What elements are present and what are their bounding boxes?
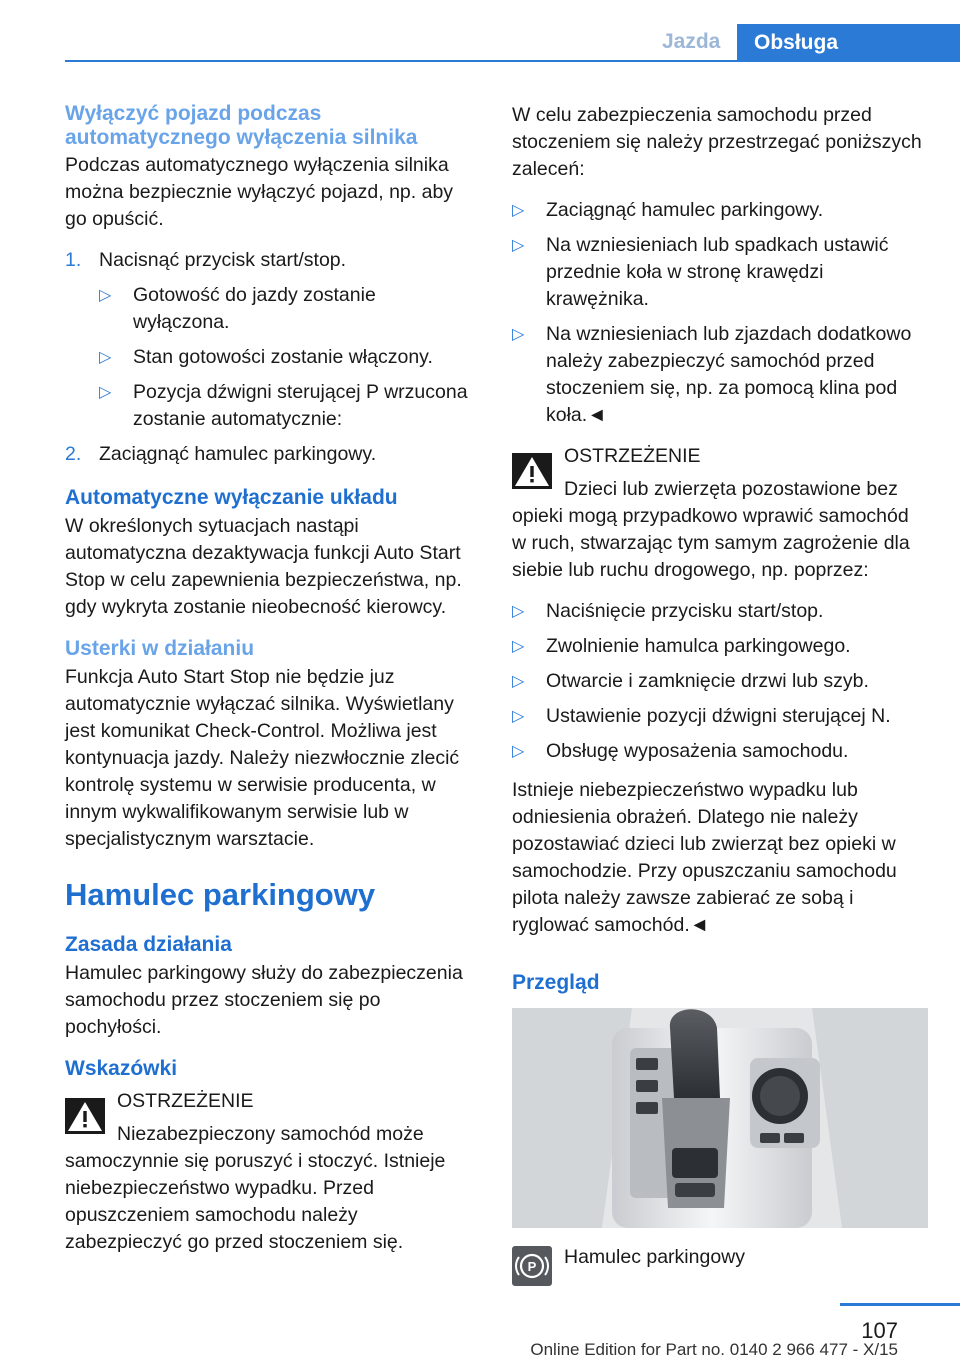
warning-label: OSTRZEŻENIE bbox=[564, 445, 701, 467]
list-item bbox=[99, 282, 475, 336]
step-number: 2. bbox=[65, 443, 82, 465]
header-rule bbox=[65, 60, 960, 62]
page-number: 107 bbox=[861, 1318, 898, 1343]
section-title-malfunction: Usterki w działaniu bbox=[65, 637, 255, 660]
warning-block bbox=[65, 1088, 475, 1115]
bullet-text: Gotowość do jazdy zostanie wyłączona. bbox=[133, 284, 376, 333]
step-text: Zaciągnąć hamulec parkingowy. bbox=[99, 443, 377, 465]
list-item bbox=[65, 441, 475, 468]
list-item bbox=[512, 321, 928, 429]
list-item bbox=[512, 703, 928, 730]
bullet-text: Naciśnięcie przycisku start/stop. bbox=[546, 600, 824, 622]
bullet-text: Pozycja dźwigni sterującej P wrzucona zostanie automatycznie: bbox=[133, 381, 468, 430]
bullet-text: Zwolnienie hamulca parkingowego. bbox=[546, 635, 851, 657]
svg-text:P: P bbox=[527, 1259, 537, 1274]
edition-text: Online Edition for Part no. 0140 2 966 477 - X/15 bbox=[530, 1340, 898, 1359]
bullet-text: Ustawienie pozycji dźwigni sterującej N. bbox=[546, 705, 891, 727]
bullet-text: Na wzniesieniach lub zjazdach dodatkowo należy zabezpieczyć samochód przed stoczeniem się, np. za pomocą klina pod koła.◄ bbox=[546, 323, 912, 426]
bullet-text: Na wzniesieniach lub spadkach ustawić przednie koła w stronę krawędzi krawężnika. bbox=[546, 234, 889, 310]
paragraph: W celu zabezpieczenia samochodu przed stoczeniem się należy przestrzegać poniższych zaleceń: bbox=[512, 104, 922, 180]
warning-text: Dzieci lub zwierzęta pozostawione bez opieki mogą przypadkowo wprawić samochód w ruch, stwarzając tym samym zagrożenie dla siebie lub ruchu drogowego, np. poprzez: bbox=[512, 478, 910, 581]
paragraph: Funkcja Auto Start Stop nie będzie juz automatycznie wyłączać silnika. Wyświetlany jest komunikat Check-Control. Możliwa jest kontynuacja jazdy. Należy niezwłocznie zlecić kontrolę systemu w serwisie producenta, w innym wykwalifikowanym serwisie lub w specjalistycznym warsztacie. bbox=[65, 666, 460, 850]
list-item bbox=[512, 197, 928, 224]
section-title-shutdown: Wyłączyć pojazd podczas automatycznego wyłączenia silnika bbox=[65, 102, 418, 149]
list-item bbox=[512, 738, 928, 765]
triangle-right-icon: ▷ bbox=[512, 202, 525, 219]
triangle-right-icon: ▷ bbox=[512, 708, 525, 725]
list-item bbox=[512, 598, 928, 625]
bullet-text: Otwarcie i zamknięcie drzwi lub szyb. bbox=[546, 670, 869, 692]
bullet-text: Stan gotowości zostanie włączony. bbox=[133, 346, 433, 368]
step-text: Nacisnąć przycisk start/stop. bbox=[99, 249, 347, 271]
warning-label: OSTRZEŻENIE bbox=[117, 1090, 254, 1112]
triangle-right-icon: ▷ bbox=[99, 349, 112, 366]
right-column bbox=[512, 102, 928, 1274]
list-item bbox=[512, 232, 928, 313]
triangle-right-icon: ▷ bbox=[99, 287, 112, 304]
parking-brake-icon bbox=[512, 1246, 552, 1286]
section-title-overview: Przegląd bbox=[512, 971, 600, 994]
paragraph: W określonych sytuacjach nastąpi automatyczna dezaktywacja funkcji Auto Start Stop w celu zapewnienia bezpieczeństwa, np. gdy wykryta zostanie nieobecność kierowcy. bbox=[65, 515, 462, 618]
warning-triangle-icon bbox=[65, 1098, 105, 1134]
step-number: 1. bbox=[65, 249, 82, 271]
bullet-text: Obsługę wyposażenia samochodu. bbox=[546, 740, 849, 762]
triangle-right-icon: ▷ bbox=[512, 603, 525, 620]
tab-drive[interactable]: Jazda bbox=[662, 30, 721, 53]
warning-triangle-icon bbox=[512, 453, 552, 489]
left-column bbox=[65, 102, 475, 1270]
list-item bbox=[65, 247, 475, 274]
list-item bbox=[99, 379, 475, 433]
section-title-auto-off: Automatyczne wyłączanie układu bbox=[65, 486, 398, 509]
triangle-right-icon: ▷ bbox=[99, 384, 112, 401]
triangle-right-icon: ▷ bbox=[512, 638, 525, 655]
list-item bbox=[512, 633, 928, 660]
caption-row bbox=[512, 1244, 928, 1274]
footer-rule bbox=[840, 1303, 960, 1306]
warning-block bbox=[512, 443, 928, 470]
chapter-title: Hamulec parkingowy bbox=[65, 877, 376, 912]
triangle-right-icon: ▷ bbox=[512, 743, 525, 760]
photo-caption: Hamulec parkingowy bbox=[564, 1246, 745, 1268]
paragraph: Istnieje niebezpieczeństwo wypadku lub odniesienia obrażeń. Dlatego nie należy pozostawiać dzieci lub zwierząt bez opieki w samochodzie. Przy opuszczaniu samochodu pilota należy zawsze zabierać ze sobą i ryglować samochód.◄ bbox=[512, 779, 897, 936]
bullet-text: Zaciągnąć hamulec parkingowy. bbox=[546, 199, 824, 221]
paragraph: Hamulec parkingowy służy do zabezpieczenia samochodu przez stoczeniem się po pochyłości. bbox=[65, 962, 463, 1038]
page-header bbox=[0, 0, 960, 62]
list-item bbox=[512, 668, 928, 695]
console-illustration bbox=[512, 1008, 928, 1228]
paragraph: Podczas automatycznego wyłączenia silnika można bezpiecznie wyłączyć pojazd, np. aby go opuścić. bbox=[65, 154, 454, 230]
triangle-right-icon: ▷ bbox=[512, 673, 525, 690]
parking-brake-photo bbox=[512, 1008, 928, 1228]
list-item bbox=[99, 344, 475, 371]
sub-list bbox=[99, 282, 475, 433]
section-title-notes: Wskazówki bbox=[65, 1057, 178, 1080]
warning-text: Niezabezpieczony samochód może samoczynnie się poruszyć i stoczyć. Istnieje niebezpieczeństwo wypadku. Przed opuszczeniem samochodu należy zabezpieczyć go przed stoczeniem się. bbox=[65, 1123, 446, 1253]
triangle-right-icon: ▷ bbox=[512, 326, 525, 343]
tab-ops[interactable]: Obsługa bbox=[737, 24, 960, 62]
section-title-principle: Zasada działania bbox=[65, 933, 232, 956]
triangle-right-icon: ▷ bbox=[512, 237, 525, 254]
